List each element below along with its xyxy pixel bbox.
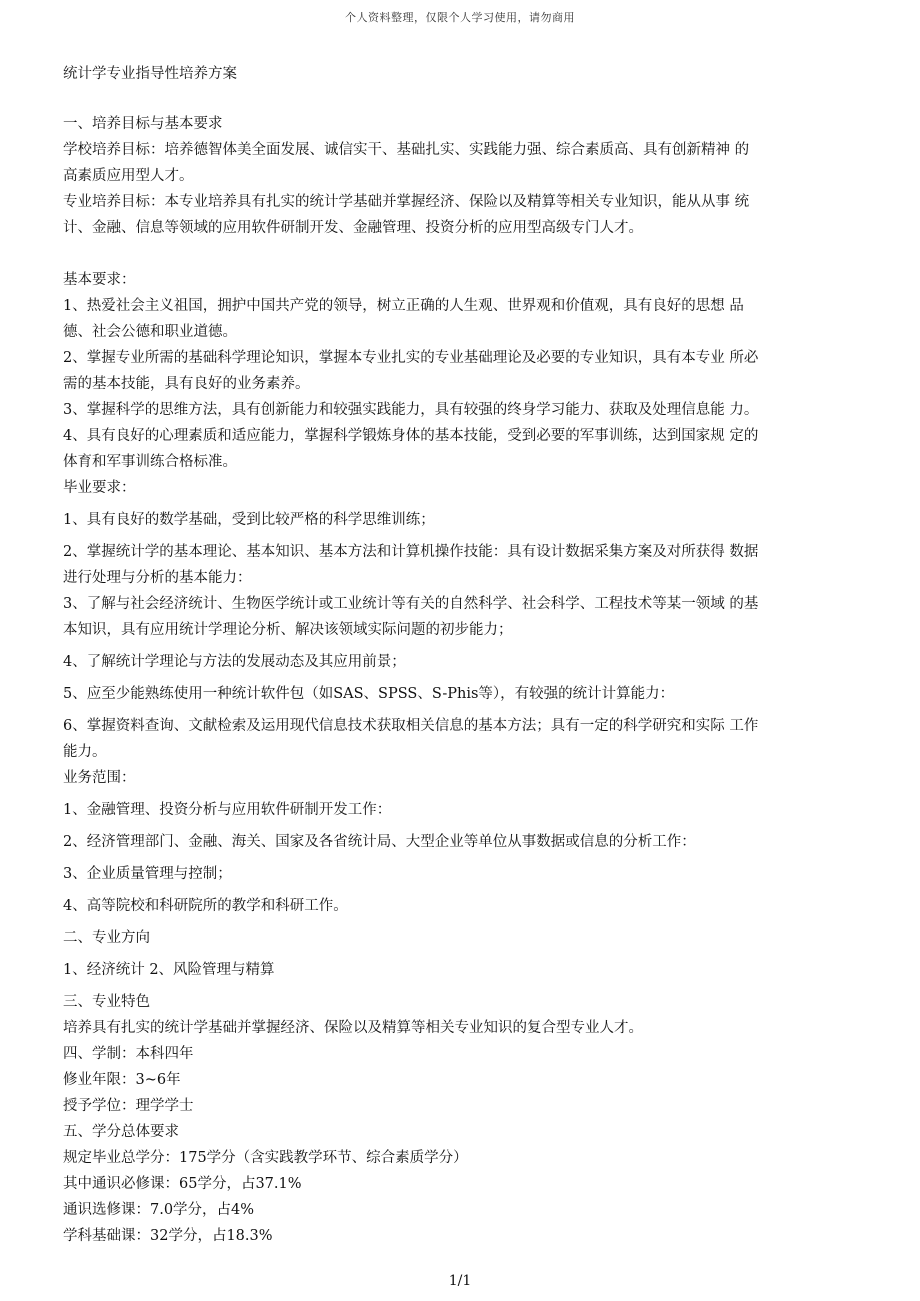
business-scope-item: 1、金融管理、投资分析与应用软件研制开发工作：: [63, 802, 392, 818]
basic-requirement-item: 1、热爱社会主义祖国，拥护中国共产党的领导，树立正确的人生观、世界观和价值观，具有良好的思想 品: [63, 298, 744, 314]
credits-foundation: 学科基础课：32学分，占18.3%: [63, 1228, 273, 1244]
credits-general-required: 其中通识必修课：65学分，占37.1%: [63, 1176, 302, 1192]
basic-requirement-item: 2、掌握专业所需的基础科学理论知识，掌握本专业扎实的专业基础理论及必要的专业知识，具有本专业 所必: [63, 350, 759, 366]
section-heading-goals: 一、培养目标与基本要求: [63, 116, 223, 132]
graduation-requirement-item: 5、应至少能熟练使用一种统计软件包（如SAS、SPSS、S-Phis等），有较强的统计计算能力：: [63, 686, 675, 702]
major-goal-line: 专业培养目标：本专业培养具有扎实的统计学基础并掌握经济、保险以及精算等相关专业知识，能从从事 统: [63, 194, 750, 210]
business-scope-heading: 业务范围：: [63, 770, 136, 786]
business-scope-item: 3、企业质量管理与控制；: [63, 866, 232, 882]
credits-total: 规定毕业总学分：175学分（含实践教学环节、综合素质学分）: [63, 1150, 468, 1166]
basic-requirement-item: 需的基本技能，具有良好的业务素养。: [63, 376, 310, 392]
basic-requirement-item: 3、掌握科学的思维方法，具有创新能力和较强实践能力，具有较强的终身学习能力、获取及处理信息能 力。: [63, 402, 759, 418]
school-goal-line: 学校培养目标：培养德智体美全面发展、诚信实干、基础扎实、实践能力强、综合素质高、具有创新精神 的: [63, 142, 750, 158]
graduation-requirement-item: 2、掌握统计学的基本理论、基本知识、基本方法和计算机操作技能：具有设计数据采集方案及对所获得 数据: [63, 544, 759, 560]
business-scope-item: 2、经济管理部门、金融、海关、国家及各省统计局、大型企业等单位从事数据或信息的分析工作：: [63, 834, 696, 850]
school-goal-line: 高素质应用型人才。: [63, 168, 194, 184]
basic-requirements-heading: 基本要求：: [63, 272, 136, 288]
basic-requirement-item: 体育和军事训练合格标准。: [63, 454, 237, 470]
page-header-note: 个人资料整理，仅限个人学习使用，请勿商用: [345, 11, 575, 24]
direction-content: 1、经济统计 2、风险管理与精算: [63, 962, 275, 978]
graduation-requirement-item: 本知识，具有应用统计学理论分析、解决该领域实际问题的初步能力；: [63, 622, 513, 638]
study-years: 修业年限：3~6年: [63, 1072, 181, 1088]
graduation-requirement-item: 4、了解统计学理论与方法的发展动态及其应用前景；: [63, 654, 406, 670]
graduation-requirement-item: 6、掌握资料查询、文献检索及运用现代信息技术获取相关信息的基本方法；具有一定的科学研究和实际 工作: [63, 718, 759, 734]
document-body: [63, 61, 855, 1249]
section-heading-direction: 二、专业方向: [63, 930, 150, 946]
basic-requirement-item: 4、具有良好的心理素质和适应能力，掌握科学锻炼身体的基本技能，受到必要的军事训练，达到国家规 定的: [63, 428, 759, 444]
graduation-requirements-heading: 毕业要求：: [63, 480, 136, 496]
graduation-requirement-item: 进行处理与分析的基本能力：: [63, 570, 252, 586]
graduation-requirement-item: 能力。: [63, 744, 107, 760]
section-heading-features: 三、专业特色: [63, 994, 150, 1010]
section-heading-duration: 四、学制：本科四年: [63, 1046, 194, 1062]
business-scope-item: 4、高等院校和科研院所的教学和科研工作。: [63, 898, 348, 914]
basic-requirement-item: 德、社会公德和职业道德。: [63, 324, 237, 340]
graduation-requirement-item: 3、了解与社会经济统计、生物医学统计或工业统计等有关的自然科学、社会科学、工程技术等某一领域 的基: [63, 596, 759, 612]
section-heading-credits: 五、学分总体要求: [63, 1124, 179, 1140]
graduation-requirement-item: 1、具有良好的数学基础，受到比较严格的科学思维训练；: [63, 512, 435, 528]
major-goal-line: 计、金融、信息等领域的应用软件研制开发、金融管理、投资分析的应用型高级专门人才。: [63, 220, 643, 236]
credits-general-elective: 通识选修课：7.0学分，占4%: [63, 1202, 255, 1218]
features-content: 培养具有扎实的统计学基础并掌握经济、保险以及精算等相关专业知识的复合型专业人才。: [63, 1020, 643, 1036]
page-number: 1/1: [448, 1273, 472, 1289]
degree-awarded: 授予学位：理学学士: [63, 1098, 194, 1114]
document-title: 统计学专业指导性培养方案: [63, 66, 237, 82]
